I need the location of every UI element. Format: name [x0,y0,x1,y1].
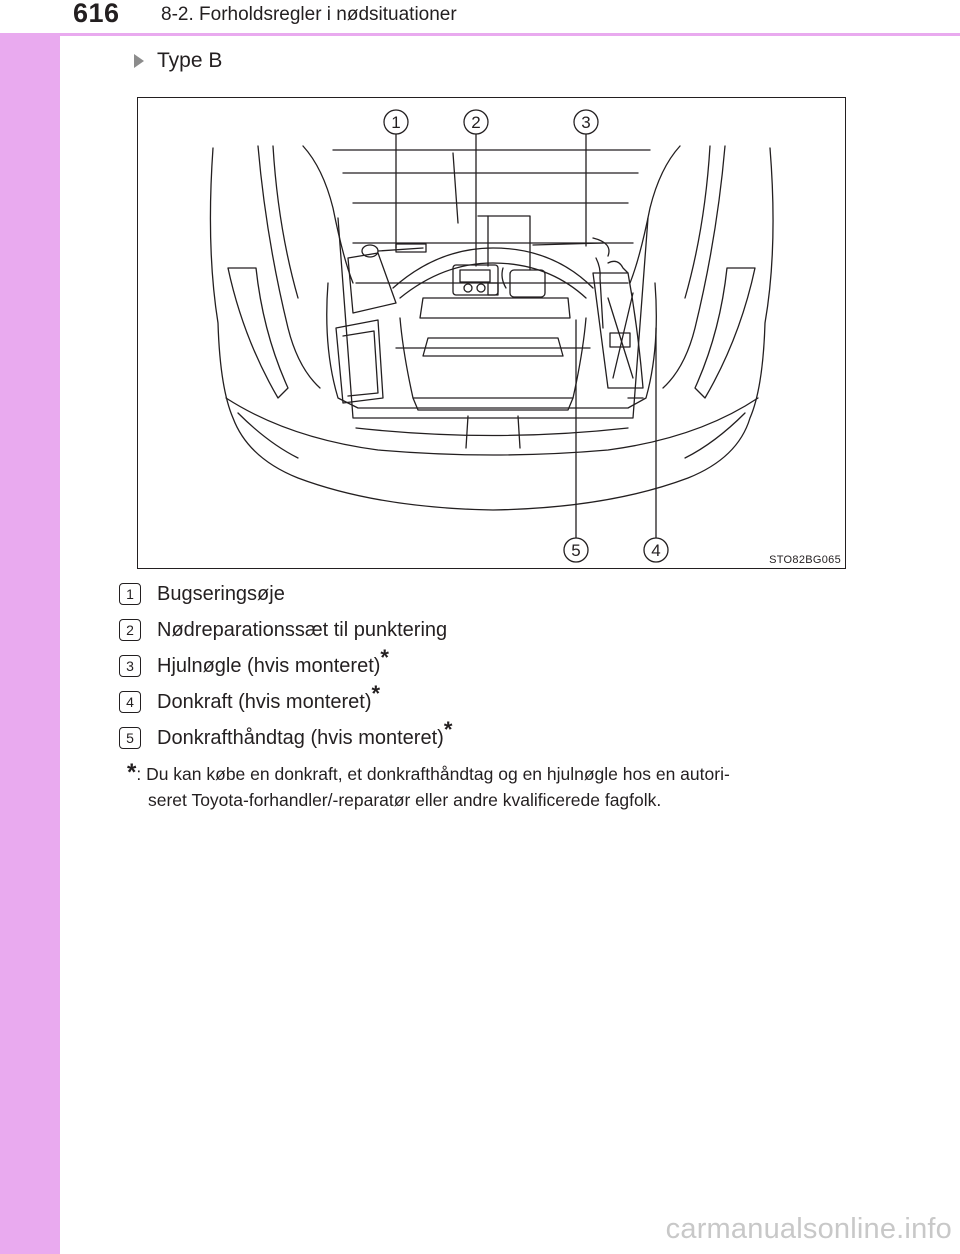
callout-2: 2 [471,113,481,132]
list-item [119,681,381,714]
header-rule [0,33,960,36]
type-heading [134,49,222,73]
trunk-illustration [137,97,846,569]
callout-4: 4 [651,541,661,560]
footnote-line-2: seret Toyota-forhandler/-reparatør eller andre kvalificerede fagfolk. [148,790,662,810]
header-band [0,0,960,33]
footnote-marker: * [127,759,137,786]
page-number: 616 [73,0,120,28]
callout-5: 5 [571,541,581,560]
side-color-strip [0,0,60,1254]
list-item [119,618,447,642]
number-badge: 5 [119,727,141,749]
legend-text: Bugseringsøje [157,583,285,605]
figure-code: STO82BG065 [769,554,841,566]
list-item [119,717,453,750]
callout-3: 3 [581,113,591,132]
watermark: carmanualsonline.info [665,1213,952,1245]
section-title: 8-2. Forholdsregler i nødsituationer [161,4,457,25]
legend-text: Nødreparationssæt til punktering [157,619,448,641]
type-heading-label: Type B [157,49,223,72]
number-badge: 3 [119,655,141,677]
trunk-drawing [138,98,845,568]
footnote-line-1: *: Du kan købe en donkraft, et donkrafthåndtag og en hjulnøgle hos en autori- [127,759,730,786]
list-item [119,645,389,678]
legend-text: Donkraft (hvis monteret)* [157,681,381,713]
number-badge: 4 [119,691,141,713]
footnote [127,760,847,813]
legend-text: Hjulnøgle (hvis monteret)* [157,645,389,677]
list-item [119,582,285,606]
legend-text: Donkrafthåndtag (hvis monteret)* [157,717,453,749]
callout-1: 1 [391,113,401,132]
number-badge: 1 [119,583,141,605]
triangle-bullet-icon [134,54,144,68]
number-badge: 2 [119,619,141,641]
